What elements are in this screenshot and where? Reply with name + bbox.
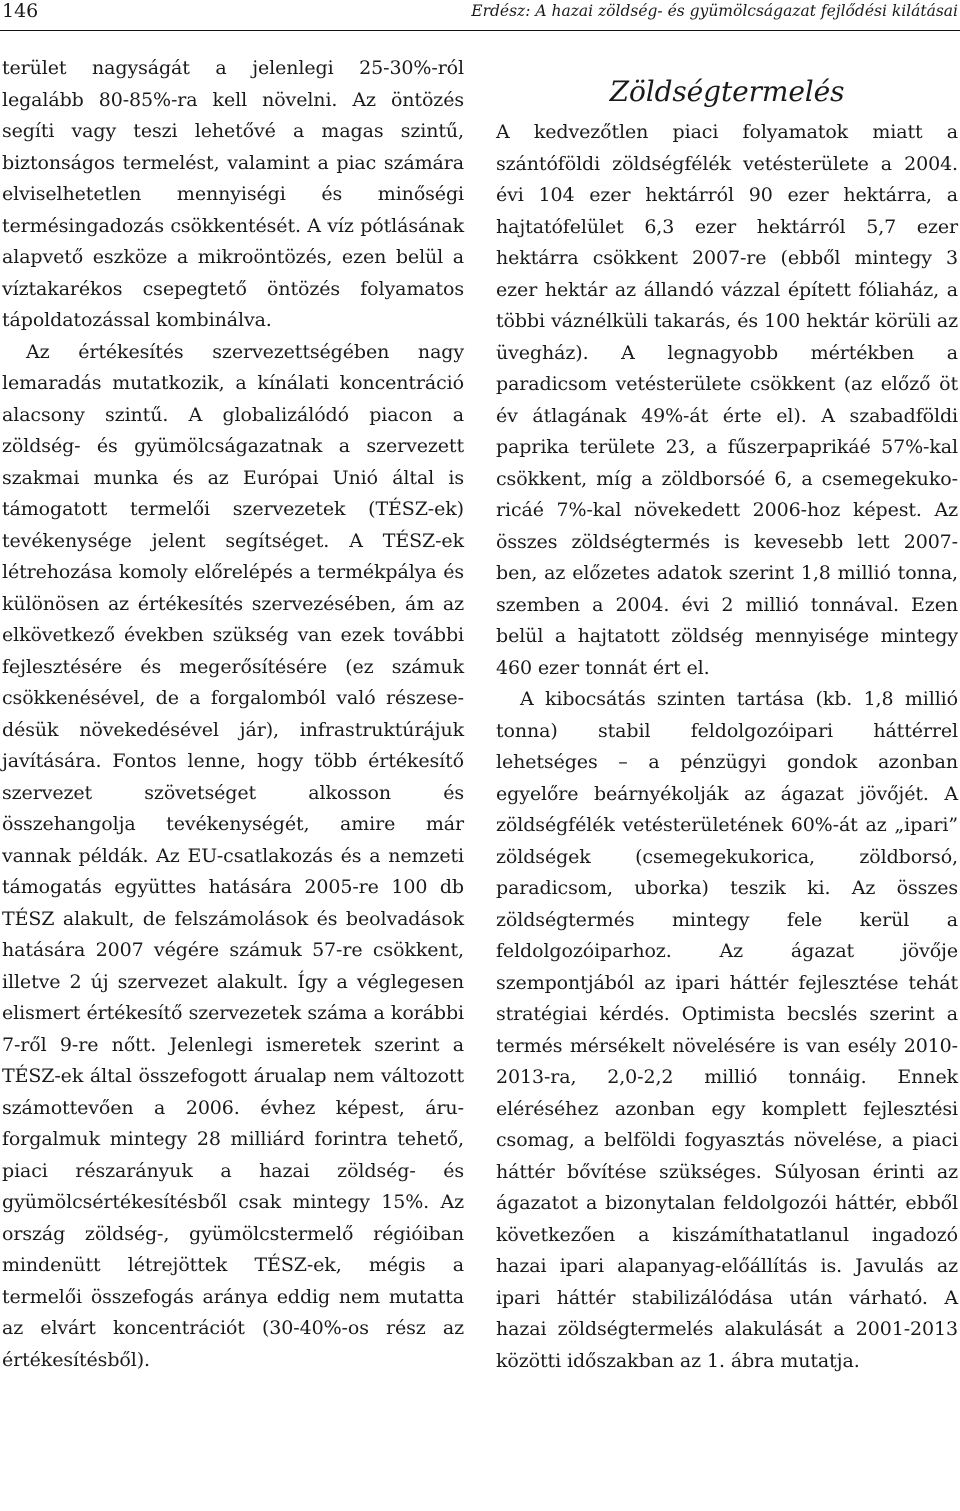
right-paragraph-2: A kibocsátás szinten tartása (kb. 1,8 millió tonna) stabil feldolgozóipari háttérrel lehetséges – a pénzügyi gondok azonban egyelőre beárnyékolják az ágazat jövőjét. A zöldségfélék vetésterületének 60%-át az „ipari” zöldségek (csemegekukorica, zöldborsó, paradicsom, uborka) teszik ki. Az összes zöldségtermés mintegy fele kerül a feldolgozóiparhoz. Az ágazat jövője szempontjából az ipari háttér fejlesztése tehát stratégiai kérdés. Optimista becslés szerint a termés mérsékelt növelésére is van esély 2010-2013-ra, 2,0-2,2 millió tonnáig. Ennek eléréséhez azonban egy komplett fejlesztési csomag, a belföldi fogyasztás növelése, a piaci háttér bővítése szükséges. Súlyosan érinti az ágazatot a bizonytalan feldolgozói háttér, ebből következően a kiszámíthatatlanul ingadozó hazai ipari alapanyag-előállítás is. Javulás az ipari háttér stabilizálódása után várható. A hazai zöldségtermelés alakulását a 2001-2013 közötti időszakban az 1. ábra mutatja. bbox=[496, 688, 958, 1372]
section-title: Zöldségtermelés bbox=[609, 75, 845, 108]
left-paragraph-1: terület nagyságát a jelenlegi 25-30%-ról legalább 80-85%-ra kell növelni. Az öntözés segíti vagy teszi lehetővé a magas szintű, biztonságos termelést, valamint a piac számára elviselhetetlen mennyiségi és minőségi termésingadozás csökkentését. A víz pótlásának alapvető eszköze a mikroöntözés, ezen belül a víztakarékos csepegtető öntözés folyamatos tápoldatozással kombinálva. bbox=[2, 57, 464, 331]
header-rule bbox=[0, 30, 960, 31]
page-number: 146 bbox=[2, 0, 39, 22]
left-column bbox=[2, 53, 464, 1376]
running-title: Erdész: A hazai zöldség- és gyümölcságazat fejlődési kilátásai bbox=[471, 2, 958, 20]
right-column bbox=[496, 53, 958, 1377]
left-paragraph-2: Az értékesítés szervezettségében nagy lemaradás mutatkozik, a kínálati koncentráció alacsony szintű. A globalizálódó piacon a zöldség- és gyümölcságazatnak a szervezett szakmai munka és az Európai Unió által is támogatott termelői szervezetek (TÉSZ-ek) tevékenysége jelent segítséget. A TÉSZ-ek létrehozása komoly előrelépés a termékpálya és különösen az értékesítés szervezésében, ám az elkövetkező években szükség van ezek további fejlesztésére és megerősítésére (ez számuk csökkenésével, de a forgalomból való részesedésük növekedésével jár), infrastruktúrájuk javítására. Fontos lenne, hogy több értékesítő szervezet szövetséget alkosson és összehangolja tevékenységét, amire már vannak példák. Az EU-csatlakozás és a nemzeti támogatás együttes hatására 2005-re 100 db TÉSZ alakult, de felszámolások és beolvadások hatására 2007 végére számuk 57-re csökkent, illetve 2 új szervezet alakult. Így a véglegesen elismert értékesítő szervezetek száma a korábbi 7-ről 9-re nőtt. Jelenlegi ismeretek szerint a TÉSZ-ek által összefogott árualap nem változott számottevően a 2006. évhez képest, áruforgalmuk mintegy 28 milliárd forintra tehető, piaci részarányuk a hazai zöldség- és gyümölcsértékesítésből csak mintegy 15%. Az ország zöldség-, gyümölcstermelő régióiban mindenütt létrejöttek TÉSZ-ek, mégis a termelői összefogás aránya eddig nem mutatta az elvárt koncentrációt (30-40%-os rész az értékesítésből). bbox=[2, 340, 464, 1371]
right-paragraph-1: A kedvezőtlen piaci folyamatok miatt a szántóföldi zöldségfélék vetésterülete a 2004. évi 104 ezer hektárról 90 ezer hektárra, a hajtatófelület 6,3 ezer hektárról 5,7 ezer hektárra csökkent 2007-re (ebből mintegy 3 ezer hektár az állandó vázzal épített fóliaház, a többi váznélküli takarás, és 100 hektár körüli az üvegház). A legnagyobb mértékben a paradicsom vetésterülete csökkent (az előző öt év átlagának 49%-át érte el). A szabadföldi paprika területe 23, a fűszerpaprikáé 57%-kal csökkent, míg a zöldborsóé 6, a csemegekukoricáé 7%-kal növekedett 2006-hoz képest. Az összes zöldségtermés is kevesebb lett 2007-ben, az előzetes adatok szerint 1,8 millió tonna, szemben a 2004. évi 2 millió tonnával. Ezen belül a hajtatott zöldség mennyisége mintegy 460 ezer tonnát ért el. bbox=[496, 121, 958, 679]
page-header bbox=[0, 0, 960, 32]
